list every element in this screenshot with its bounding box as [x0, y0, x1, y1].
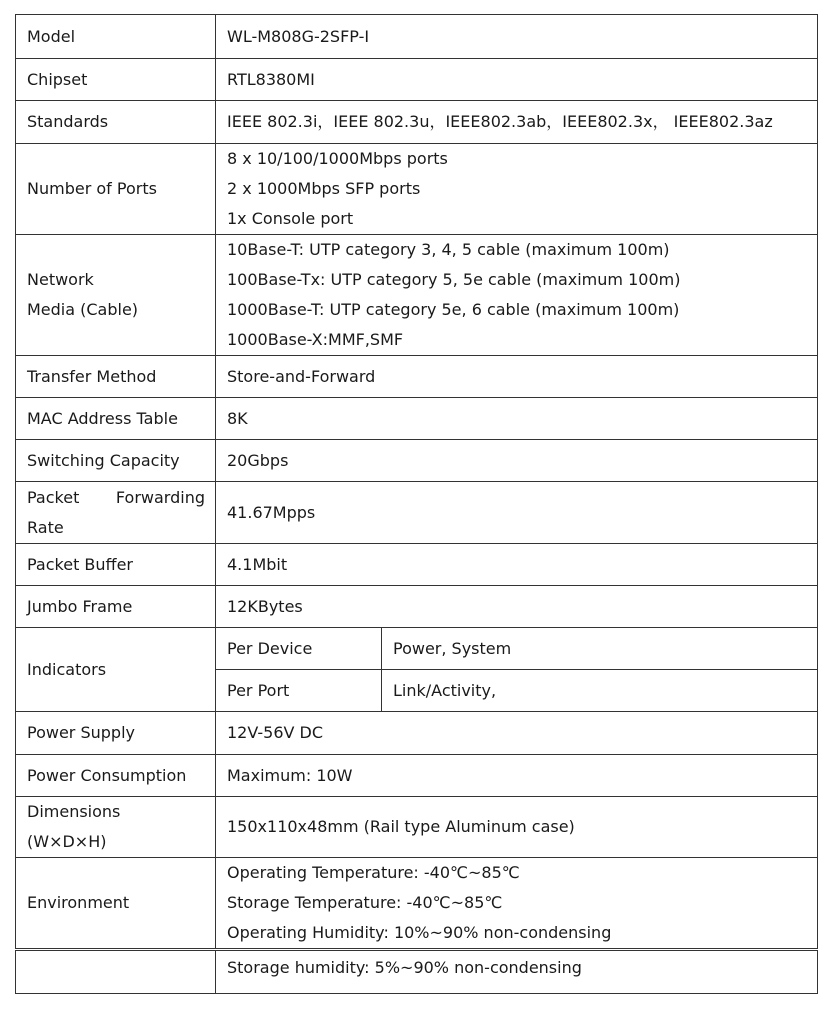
label-per-port: Per Port	[216, 670, 382, 712]
row-chipset	[16, 59, 818, 101]
row-transfer	[16, 356, 818, 398]
label-dimensions-line: (W×D×H)	[27, 832, 107, 851]
label-power-consumption: Power Consumption	[16, 755, 216, 797]
row-storage-humidity	[16, 950, 818, 994]
label-forwarding-line: Packet Forwarding	[27, 487, 205, 507]
row-switching	[16, 440, 818, 482]
value-power-supply: 12V-56V DC	[216, 712, 818, 755]
value-jumbo: 12KBytes	[216, 586, 818, 628]
label-ports: Number of Ports	[16, 144, 216, 235]
value-forwarding: 41.67Mpps	[216, 482, 818, 544]
row-ports	[16, 144, 818, 235]
value-storage-humidity: Storage humidity: 5%~90% non-condensing	[216, 950, 818, 994]
label-environment: Environment	[16, 858, 216, 950]
label-media	[16, 235, 216, 356]
value-ports	[216, 144, 818, 235]
environment-line: Storage Temperature: -40℃~85℃	[227, 893, 503, 912]
label-per-device: Per Device	[216, 628, 382, 670]
media-line: 100Base-Tx: UTP category 5, 5e cable (maximum 100m)	[227, 270, 681, 289]
row-model	[16, 15, 818, 59]
value-per-device: Power, System	[382, 628, 818, 670]
media-line: 1000Base-X:MMF,SMF	[227, 330, 404, 349]
row-standards	[16, 101, 818, 144]
label-indicators: Indicators	[16, 628, 216, 712]
row-media	[16, 235, 818, 356]
value-chipset: RTL8380MI	[216, 59, 818, 101]
label-media-line: Media (Cable)	[27, 300, 139, 319]
row-environment	[16, 858, 818, 950]
label-dimensions-line: Dimensions	[27, 802, 121, 821]
label-model: Model	[16, 15, 216, 59]
label-buffer: Packet Buffer	[16, 544, 216, 586]
label-switching: Switching Capacity	[16, 440, 216, 482]
value-transfer: Store-and-Forward	[216, 356, 818, 398]
ports-line: 1x Console port	[227, 209, 354, 228]
value-mac: 8K	[216, 398, 818, 440]
value-per-port: Link/Activity,	[382, 670, 818, 712]
label-power-supply: Power Supply	[16, 712, 216, 755]
label-dimensions	[16, 797, 216, 858]
specifications-table	[15, 14, 818, 994]
label-forwarding-line: Rate	[27, 517, 64, 537]
label-jumbo: Jumbo Frame	[16, 586, 216, 628]
value-buffer: 4.1Mbit	[216, 544, 818, 586]
value-dimensions: 150x110x48mm (Rail type Aluminum case)	[216, 797, 818, 858]
label-forwarding	[16, 482, 216, 544]
label-transfer: Transfer Method	[16, 356, 216, 398]
value-switching: 20Gbps	[216, 440, 818, 482]
row-jumbo	[16, 586, 818, 628]
value-model: WL-M808G-2SFP-I	[216, 15, 818, 59]
media-line: 10Base-T: UTP category 3, 4, 5 cable (maximum 100m)	[227, 240, 670, 259]
row-dimensions	[16, 797, 818, 858]
row-buffer	[16, 544, 818, 586]
environment-line: Operating Temperature: -40℃~85℃	[227, 863, 520, 882]
row-mac	[16, 398, 818, 440]
media-line: 1000Base-T: UTP category 5e, 6 cable (maximum 100m)	[227, 300, 680, 319]
label-storage-humidity	[16, 950, 216, 994]
label-standards: Standards	[16, 101, 216, 144]
ports-line: 2 x 1000Mbps SFP ports	[227, 179, 421, 198]
ports-line: 8 x 10/100/1000Mbps ports	[227, 149, 448, 168]
row-power-consumption	[16, 755, 818, 797]
value-media	[216, 235, 818, 356]
row-power-supply	[16, 712, 818, 755]
environment-line: Operating Humidity: 10%~90% non-condensing	[227, 923, 612, 942]
label-chipset: Chipset	[16, 59, 216, 101]
label-media-line: Network	[27, 270, 94, 289]
row-forwarding	[16, 482, 818, 544]
label-mac: MAC Address Table	[16, 398, 216, 440]
row-indicators-device	[16, 628, 818, 670]
value-environment	[216, 858, 818, 950]
value-power-consumption: Maximum: 10W	[216, 755, 818, 797]
value-standards: IEEE 802.3i，IEEE 802.3u，IEEE802.3ab，IEEE802.3x， IEEE802.3az	[216, 101, 818, 144]
